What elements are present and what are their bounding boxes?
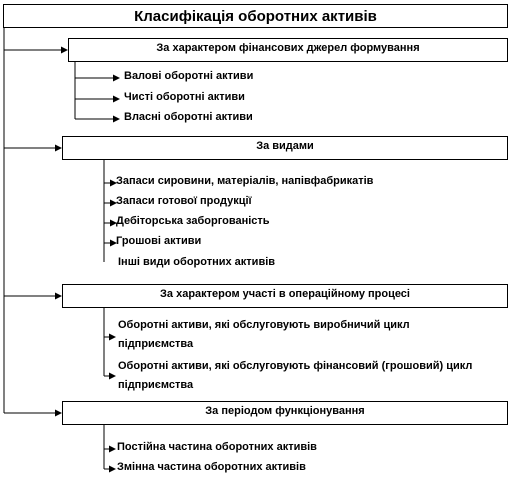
arrow-item-4-1-head: [109, 446, 116, 453]
arrow-item-1-1-head: [113, 75, 120, 82]
item-raw-materials-stock: Запаси сировини, матеріалів, напівфабрикатів: [116, 175, 374, 187]
item-other-current-assets: Інші види оборотних активів: [118, 256, 276, 268]
arrow-to-category-2-head: [55, 145, 62, 152]
arrow-item-3-1-head: [109, 334, 116, 341]
category-financing-sources: За характером фінансових джерел формування: [68, 38, 508, 62]
item-finished-goods-stock: Запаси готової продукції: [116, 195, 252, 207]
item-production-cycle-assets: Оборотні активи, які обслуговують виробничий цикл підприємства: [118, 319, 410, 350]
arrow-to-category-1-head: [61, 47, 68, 54]
item-net-current-assets: Чисті оборотні активи: [124, 91, 245, 103]
arrow-item-1-3-head: [113, 116, 120, 123]
item-cash-assets: Грошові активи: [116, 235, 202, 247]
item-permanent-part: Постійна частина оборотних активів: [117, 441, 317, 453]
arrow-item-1-2-head: [113, 96, 120, 103]
item-financial-cycle-assets: Оборотні активи, які обслуговують фінансовий (грошовий) цикл підприємства: [118, 360, 473, 391]
arrow-item-3-2-head: [109, 373, 116, 380]
item-variable-part: Змінна частина оборотних активів: [117, 461, 306, 473]
item-receivables: Дебіторська заборгованість: [116, 215, 270, 227]
item-gross-current-assets: Валові оборотні активи: [124, 70, 254, 82]
category-by-type: За видами: [62, 136, 508, 160]
arrow-item-4-2-head: [109, 466, 116, 473]
arrow-to-category-4-head: [55, 410, 62, 417]
arrow-to-category-3-head: [55, 293, 62, 300]
item-own-current-assets: Власні оборотні активи: [124, 111, 253, 123]
category-operational-participation: За характером участі в операційному процесі: [62, 284, 508, 308]
category-functioning-period: За періодом функціонування: [62, 401, 508, 425]
diagram-title: Класифікація оборотних активів: [3, 4, 508, 28]
